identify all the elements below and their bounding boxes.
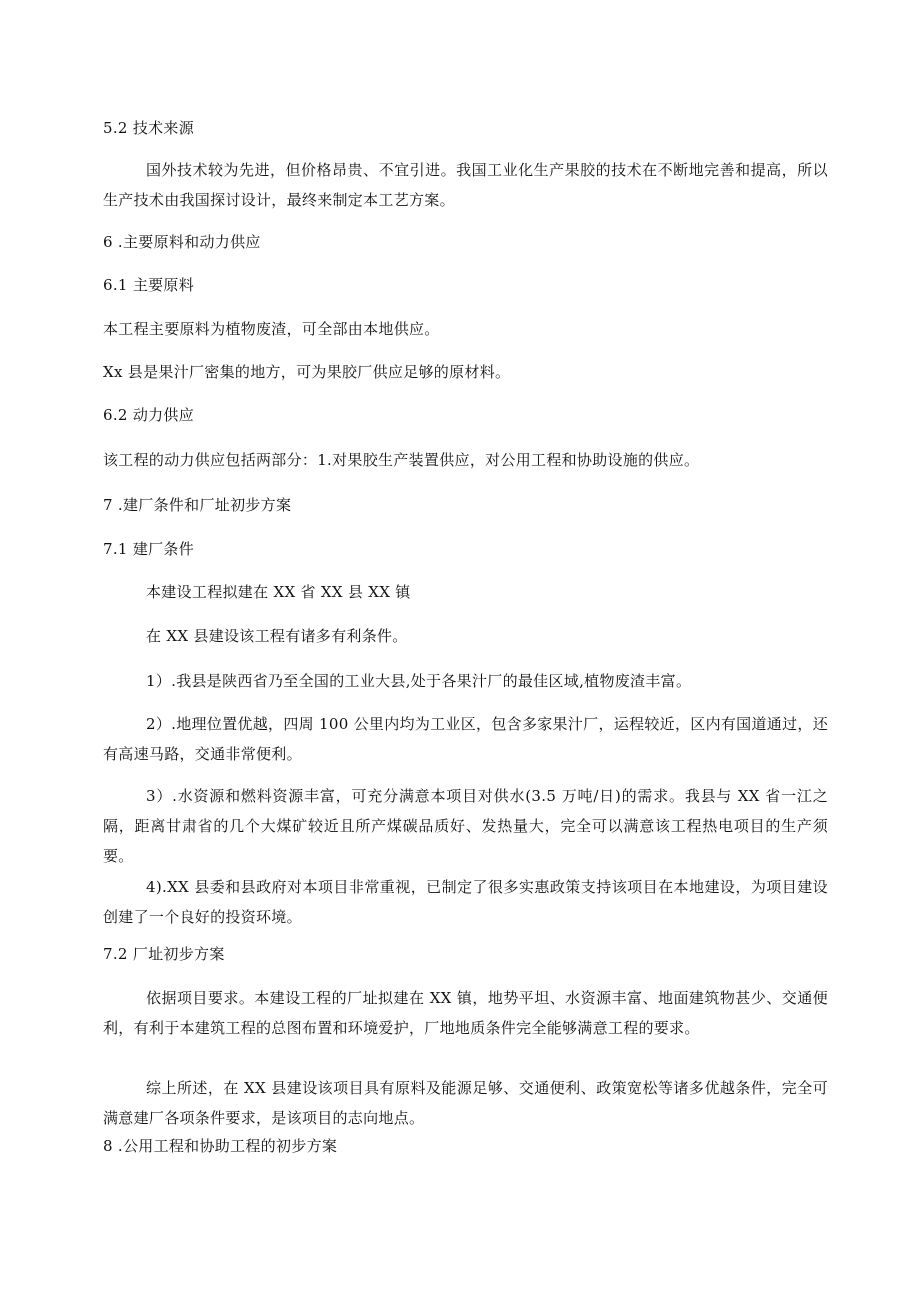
- paragraph-power-supply: 该工程的动力供应包括两部分：1.对果胶生产装置供应，对公用工程和协助设施的供应。: [103, 451, 700, 469]
- section-heading-7-1: 7.1 建厂条件: [103, 540, 195, 558]
- paragraph-technology-source: 国外技术较为先进，但价格昂贵、不宜引进。我国工业化生产果胶的技术在不断地完善和提高，所以生产技术由我国探讨设计，最终来制定本工艺方案。: [103, 161, 828, 209]
- section-heading-7: 7 .建厂条件和厂址初步方案: [103, 496, 292, 514]
- section-heading-6: 6 .主要原料和动力供应: [103, 233, 261, 251]
- paragraph-site-plan: 依据项目要求。本建设工程的厂址拟建在 XX 镇，地势平坦、水资源丰富、地面建筑物甚少、交通便利，有利于本建筑工程的总图布置和环境爱护，厂地地质条件完全能够满意工程的要求。: [103, 989, 828, 1037]
- section-heading-7-2: 7.2 厂址初步方案: [103, 945, 225, 963]
- paragraph-raw-material-1: 本工程主要原料为植物废渣，可全部由本地供应。: [103, 320, 440, 338]
- list-item-1: 1）.我县是陕西省乃至全国的工业大县,处于各果汁厂的最佳区域,植物废渣丰富。: [146, 672, 692, 690]
- section-heading-6-2: 6.2 动力供应: [103, 406, 195, 424]
- paragraph-site-location: 本建设工程拟建在 XX 省 XX 县 XX 镇: [146, 583, 411, 601]
- list-item-2: 2）.地理位置优越，四周 100 公里内均为工业区，包含多家果汁厂，运程较近，区内有国道通过，还有高速马路，交通非常便利。: [103, 715, 828, 763]
- list-item-4: 4).XX 县委和县政府对本项目非常重视，已制定了很多实惠政策支持该项目在本地建设，为项目建设创建了一个良好的投资环境。: [103, 878, 828, 926]
- paragraph-raw-material-2: Xx 县是果汁厂密集的地方，可为果胶厂供应足够的原材料。: [103, 363, 511, 381]
- section-heading-8: 8 .公用工程和协助工程的初步方案: [103, 1137, 338, 1155]
- paragraph-site-advantages: 在 XX 县建设该工程有诸多有利条件。: [146, 627, 408, 645]
- paragraph-conclusion: 综上所述，在 XX 县建设该项目具有原料及能源足够、交通便利、政策宽松等诸多优越条件，完全可满意建厂各项条件要求，是该项目的志向地点。: [103, 1079, 828, 1127]
- section-heading-5-2: 5.2 技术来源: [103, 119, 195, 137]
- list-item-3: 3）.水资源和燃料资源丰富，可充分满意本项目对供水(3.5 万吨/日)的需求。我县与 XX 省一江之隔，距离甘肃省的几个大煤矿较近且所产煤碳品质好、发热量大，完全可以满意该工程热电项目的生产须要。: [103, 787, 828, 865]
- section-heading-6-1: 6.1 主要原料: [103, 276, 195, 294]
